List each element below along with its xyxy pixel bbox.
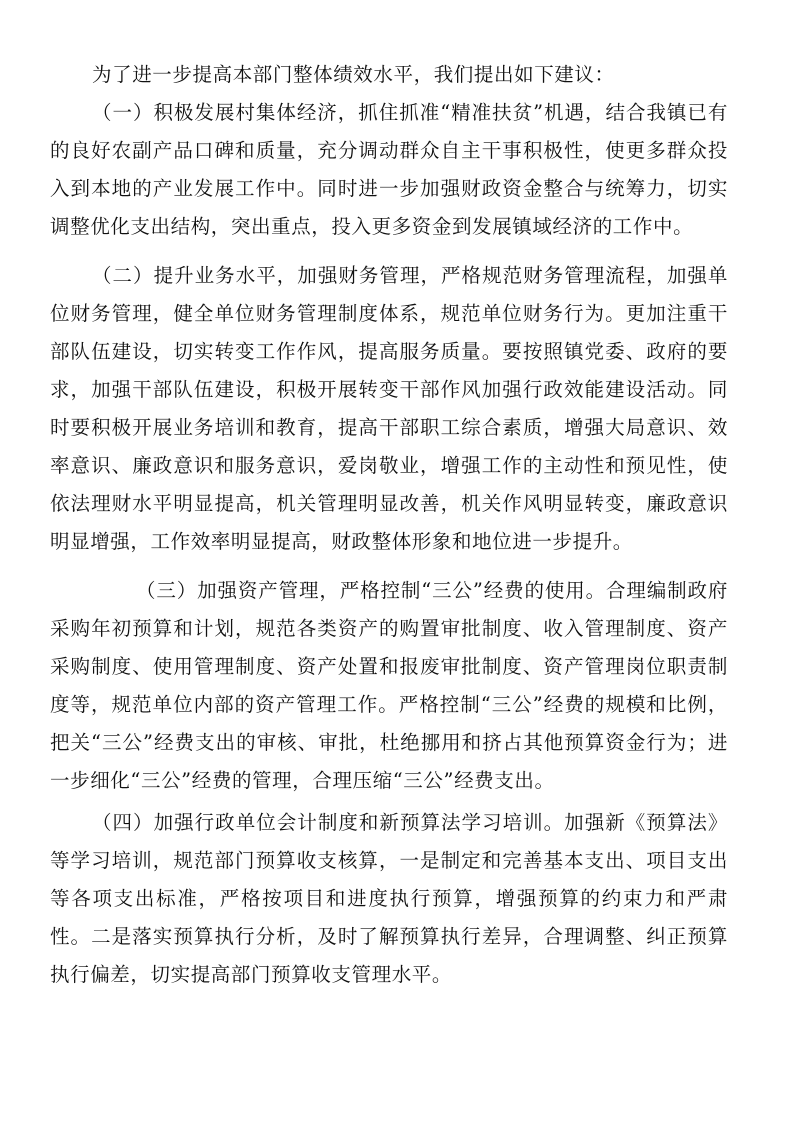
suggestion-paragraph-4: （四）加强行政单位会计制度和新预算法学习培训。加强新《预算法》等学习培训，规范部门预算收支核算，一是制定和完善基本支出、项目支出等各项支出标准，严格按项目和进度执行预算，增强预算的约束力和严肃性。二是落实预算执行分析，及时了解预算执行差异，合理调整、纠正预算执行偏差，切实提高部门预算收支管理水平。: [50, 811, 728, 986]
suggestion-paragraph-3: （三）加强资产管理，严格控制“三公”经费的使用。合理编制政府采购年初预算和计划，规范各类资产的购置审批制度、收入管理制度、资产采购制度、使用管理制度、资产处置和报废审批制度、资产管理岗位职责制度等，规范单位内部的资产管理工作。严格控制“三公”经费的规模和比例，把关“三公”经费支出的审核、审批，杜绝挪用和挤占其他预算资金行为；进一步细化“三公”经费的管理，合理压缩“三公”经费支出。: [50, 579, 728, 792]
document-body: [50, 56, 728, 994]
intro-paragraph: 为了进一步提高本部门整体绩效水平，我们提出如下建议：: [92, 63, 615, 86]
suggestion-paragraph-2: （二）提升业务水平，加强财务管理，严格规范财务管理流程，加强单位财务管理，健全单位财务管理制度体系，规范单位财务行为。更加注重干部队伍建设，切实转变工作作风，提高服务质量。要按照镇党委、政府的要求，加强干部队伍建设，积极开展转变干部作风加强行政效能建设活动。同时要积极开展业务培训和教育，提高干部职工综合素质，增强大局意识、效率意识、廉政意识和服务意识，爱岗敬业，增强工作的主动性和预见性，使依法理财水平明显提高，机关管理明显改善，机关作风明显转变，廉政意识明显增强，工作效率明显提高，财政整体形象和地位进一步提升。: [50, 264, 728, 553]
suggestion-paragraph-1: （一）积极发展村集体经济，抓住抓准“精准扶贫”机遇，结合我镇已有的良好农副产品口碑和质量，充分调动群众自主干事积极性，使更多群众投入到本地的产业发展工作中。同时进一步加强财政资金整合与统筹力，切实调整优化支出结构，突出重点，投入更多资金到发展镇域经济的工作中。: [50, 101, 728, 238]
